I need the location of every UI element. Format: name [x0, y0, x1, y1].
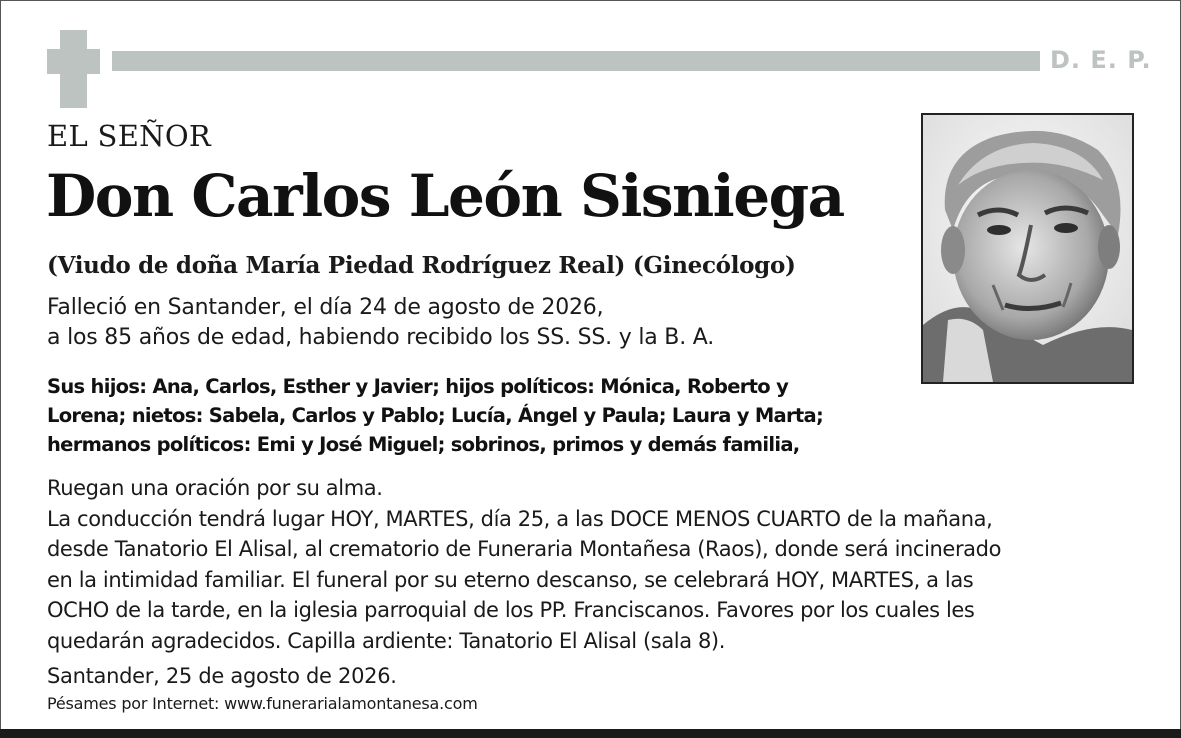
family-line: Lorena; nietos: Sabela, Carlos y Pablo; Lucía, Ángel y Paula; Laura y Marta;: [47, 404, 824, 427]
deceased-name: Don Carlos León Sisniega: [46, 162, 844, 230]
portrait-photo: [921, 113, 1134, 384]
deceased-subtitle: (Viudo de doña María Piedad Rodríguez Real) (Ginecólogo): [47, 252, 796, 279]
family-line: hermanos políticos: Emi y José Miguel; sobrinos, primos y demás familia,: [47, 433, 800, 456]
bottom-bar: [0, 729, 1181, 738]
dep-label: D. E. P.: [1050, 46, 1152, 74]
funeral-details-line: OCHO de la tarde, en la iglesia parroquial de los PP. Franciscanos. Favores por los cuales les: [47, 598, 975, 622]
funeral-details-line: quedarán agradecidos. Capilla ardiente: Tanatorio El Alisal (sala 8).: [47, 628, 726, 653]
death-details-line: Falleció en Santander, el día 24 de agosto de 2026,: [47, 295, 604, 320]
condolences-link: Pésames por Internet: www.funerarialamontanesa.com: [47, 694, 478, 713]
funeral-details-line: en la intimidad familiar. El funeral por su eterno descanso, se celebrará HOY, MARTES, a las: [47, 567, 974, 592]
funeral-details-line: La conducción tendrá lugar HOY, MARTES, día 25, a las DOCE MENOS CUARTO de la mañana,: [47, 506, 993, 531]
funeral-details-line: Ruegan una oración por su alma.: [47, 476, 383, 500]
honorific: EL SEÑOR: [47, 119, 212, 153]
death-details-line: a los 85 años de edad, habiendo recibido los SS. SS. y la B. A.: [47, 325, 715, 350]
portrait-icon: [923, 115, 1132, 382]
funeral-details: [47, 473, 1147, 656]
cross-icon: [47, 30, 100, 108]
death-details: [47, 293, 907, 353]
funeral-details-line: desde Tanatorio El Alisal, al crematorio de Funeraria Montañesa (Raos), donde será incinerado: [47, 537, 1002, 561]
place-date: Santander, 25 de agosto de 2026.: [47, 664, 397, 688]
family-list: [47, 372, 907, 459]
family-line: Sus hijos: Ana, Carlos, Esther y Javier; hijos políticos: Mónica, Roberto y: [47, 375, 789, 398]
header-rule: [112, 51, 1040, 71]
